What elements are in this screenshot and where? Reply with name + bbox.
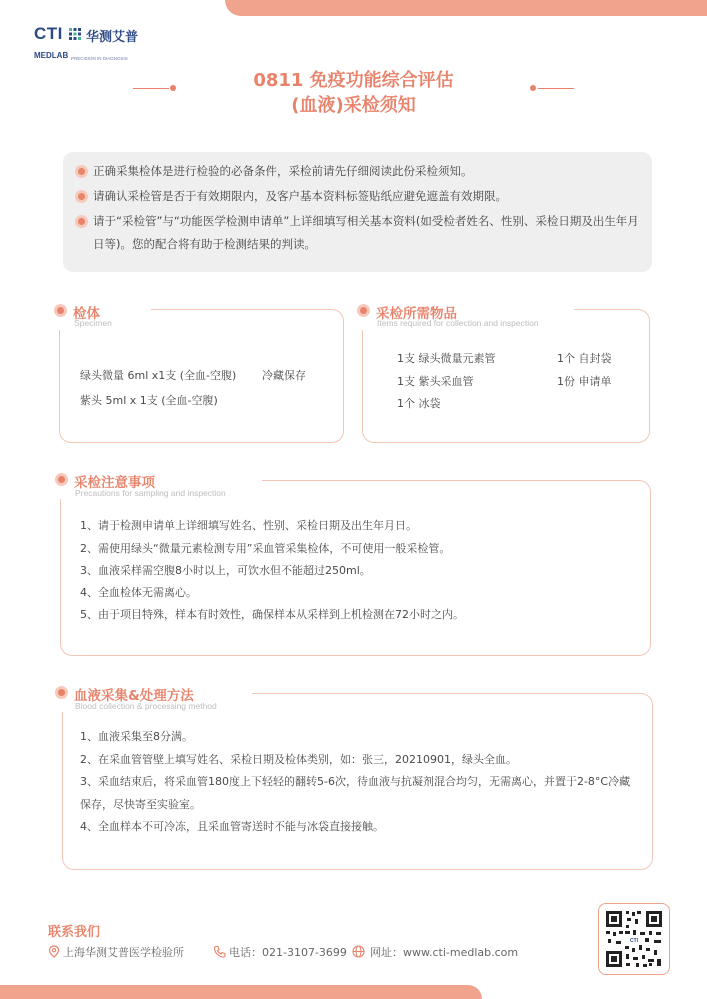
items-required-header	[356, 302, 574, 330]
title-deco-left-line	[133, 88, 169, 89]
contact-title: 联系我们	[48, 925, 101, 940]
top-decor-bar	[225, 0, 707, 16]
title-deco-right-dot	[530, 85, 536, 91]
blood-line: 2、在采血管管壁上填写姓名、采检日期及检体类别，如：张三，20210901，绿头全血。	[80, 753, 517, 766]
precaution-line: 4、全血检体无需离心。	[80, 586, 197, 599]
blood-line: 3、采血结束后，将采血管180度上下轻轻的翻转5-6次，待血液与抗凝剂混合均匀，无需离心，并置于2-8°C冷藏保存，尽快寄至实验室。	[80, 775, 631, 811]
item-required: 1支 紫头采血管	[397, 375, 474, 388]
specimen-title: 检体	[73, 306, 100, 322]
title-deco-left-dot	[170, 85, 176, 91]
page-title-line1: 0811 免疫功能综合评估	[253, 70, 454, 91]
precaution-line: 3、血液采样需空腹8小时以上，可饮水但不能超过250ml。	[80, 564, 371, 577]
globe-icon	[352, 945, 365, 958]
qr-code	[599, 904, 669, 974]
notice-bullet	[78, 193, 85, 200]
item-required: 1份 申请单	[557, 375, 612, 388]
footer-phone: 电话：021-3107-3699	[229, 946, 347, 959]
svg-text:CTI: CTI	[629, 938, 639, 944]
blood-title: 血液采集&处理方法	[74, 688, 194, 704]
precautions-subtitle: Precautions for sampling and inspection	[75, 488, 226, 498]
notice-bullet	[78, 218, 85, 225]
page-title-line2: (血液)采检须知	[291, 95, 416, 116]
logo-cn-name: 华测艾普	[86, 30, 139, 45]
notice-item: 请确认采检管是否于有效期限内，及客户基本资料标签贴纸应避免遮盖有效期限。	[93, 189, 507, 203]
precaution-line: 2、需使用绿头“微量元素检测专用”采血管采集检体，不可使用一般采检管。	[80, 542, 451, 555]
precautions-header	[54, 471, 262, 499]
item-required: 1支 绿头微量元素管	[397, 352, 496, 365]
blood-line: 4、全血样本不可冷冻，且采血管寄送时不能与冰袋直接接触。	[80, 820, 384, 833]
notice-item: 请于“采检管”与“功能医学检测申请单”上详细填写相关基本资料(如受检者姓名、性别、采检日期及出生年月日等)。您的配合将有助于检测结果的判读。	[93, 214, 639, 251]
section-bullet	[58, 689, 65, 696]
logo-sub: MEDLAB	[34, 51, 69, 60]
notice-bullet	[78, 168, 85, 175]
precaution-line: 1、请于检测申请单上详细填写姓名、性别、采检日期及出生年月日。	[80, 519, 417, 532]
specimen-storage: 冷藏保存	[262, 369, 306, 382]
items-required-subtitle: Items required for collection and inspection	[377, 318, 539, 328]
footer-website: 网址：www.cti-medlab.com	[370, 946, 519, 959]
blood-line: 1、血液采集至8分满。	[80, 730, 193, 743]
items-required-title: 采检所需物品	[376, 306, 457, 322]
blood-header	[54, 684, 252, 712]
specimen-subtitle: Specimen	[74, 318, 112, 328]
footer-address: 上海华测艾普医学检验所	[63, 946, 184, 959]
notice-item: 正确采集检体是进行检验的必备条件，采检前请先仔细阅读此份采检须知。	[93, 164, 473, 178]
location-icon	[48, 945, 60, 958]
item-required: 1个 自封袋	[557, 352, 612, 365]
logo-brand: CTI	[34, 24, 63, 43]
specimen-line2: 紫头 5ml x 1支 (全血-空腹)	[80, 394, 218, 407]
logo-grid-icon	[69, 28, 81, 40]
specimen-header	[53, 302, 151, 330]
section-bullet	[360, 307, 367, 314]
section-bullet	[58, 476, 65, 483]
company-logo	[34, 24, 164, 61]
specimen-line1: 绿头微量 6ml x1支 (全血-空腹)	[80, 369, 237, 382]
blood-subtitle: Blood collection & processing method	[75, 701, 217, 711]
item-required: 1个 冰袋	[397, 397, 441, 410]
logo-tagline: PRECISION IN DIAGNOSIS	[71, 56, 128, 61]
phone-icon	[213, 945, 226, 958]
precautions-title: 采检注意事项	[74, 475, 155, 491]
precaution-line: 5、由于项目特殊，样本有时效性，确保样本从采样到上机检测在72小时之内。	[80, 608, 464, 621]
section-bullet	[57, 307, 64, 314]
title-deco-right-line	[538, 88, 574, 89]
qr-code-frame	[598, 903, 670, 975]
bottom-decor-bar	[0, 985, 482, 999]
